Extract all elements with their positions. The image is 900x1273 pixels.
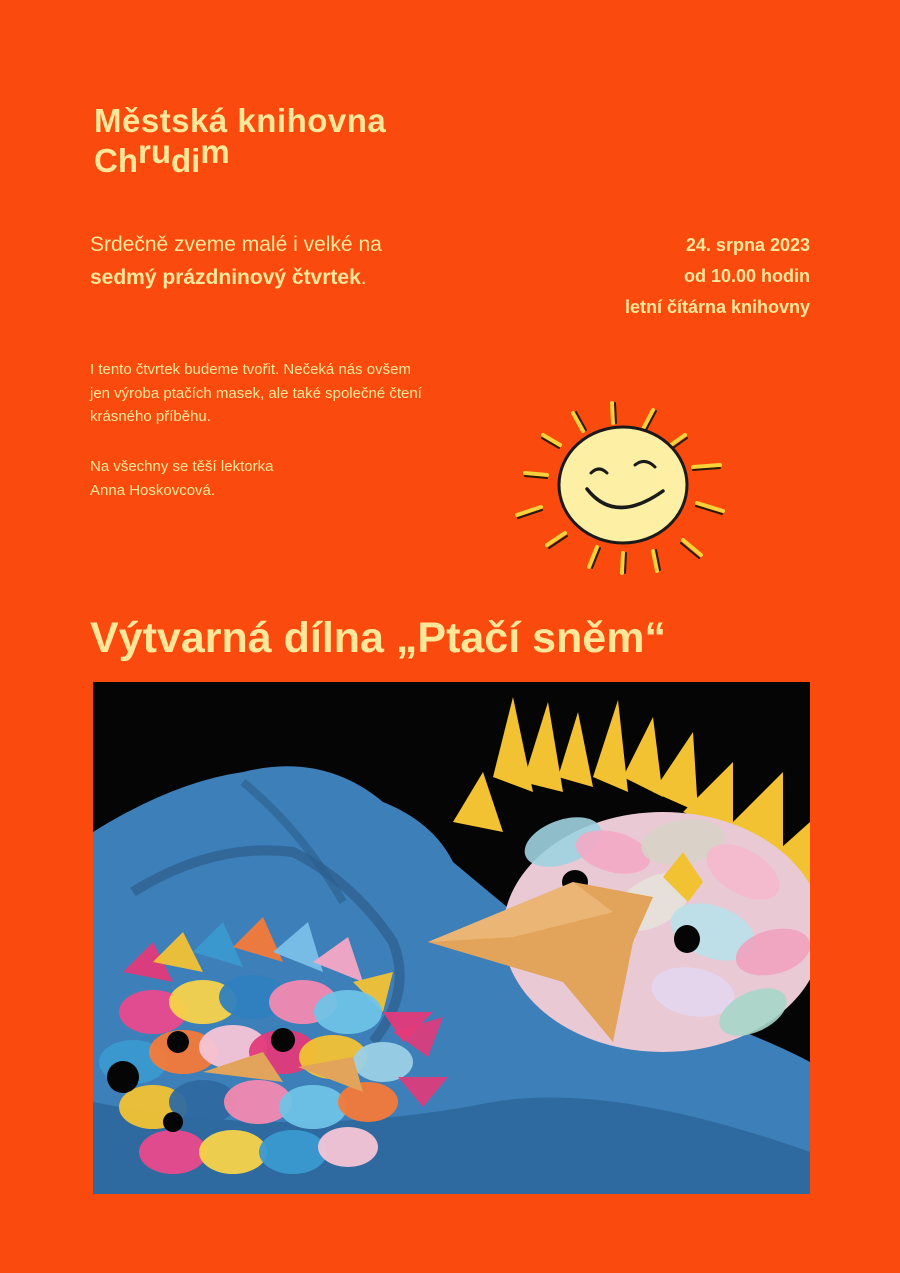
event-date: 24. srpna 2023 bbox=[685, 235, 810, 255]
logo-letters-a: Ch bbox=[94, 142, 138, 179]
event-place: letní čítárna knihovny bbox=[624, 297, 810, 317]
logo-letters-b: ru bbox=[138, 133, 171, 170]
lecturer-line-1: Na všechny se těší lektorka bbox=[90, 458, 274, 475]
event-details bbox=[490, 230, 810, 323]
invitation-end: . bbox=[360, 266, 367, 289]
description-paragraph: I tento čtvrtek budeme tvořit. Nečeká nás ovšem jen výroba ptačích masek, ale také společné čtení krásného příběhu. bbox=[90, 361, 422, 425]
sun-icon bbox=[505, 395, 735, 585]
event-headline: Výtvarná dílna „Ptačí sněm“ bbox=[90, 614, 666, 662]
invitation-lead: Srdečně zveme malé i velké na bbox=[90, 233, 382, 256]
invitation-text bbox=[90, 228, 430, 294]
logo-line-2 bbox=[94, 133, 230, 180]
event-time: od 10.00 hodin bbox=[683, 266, 810, 286]
lecturer-line-2: Anna Hoskovcová. bbox=[90, 481, 216, 499]
logo-letters-d: m bbox=[200, 133, 230, 170]
lecturer-paragraph bbox=[90, 455, 430, 502]
logo-line-1: Městská knihovna bbox=[94, 102, 387, 139]
library-logo bbox=[94, 102, 454, 192]
logo-letters-c: di bbox=[171, 142, 201, 179]
invitation-highlight: sedmý prázdninový čtvrtek bbox=[90, 266, 361, 289]
bird-masks-photo bbox=[93, 682, 810, 1194]
